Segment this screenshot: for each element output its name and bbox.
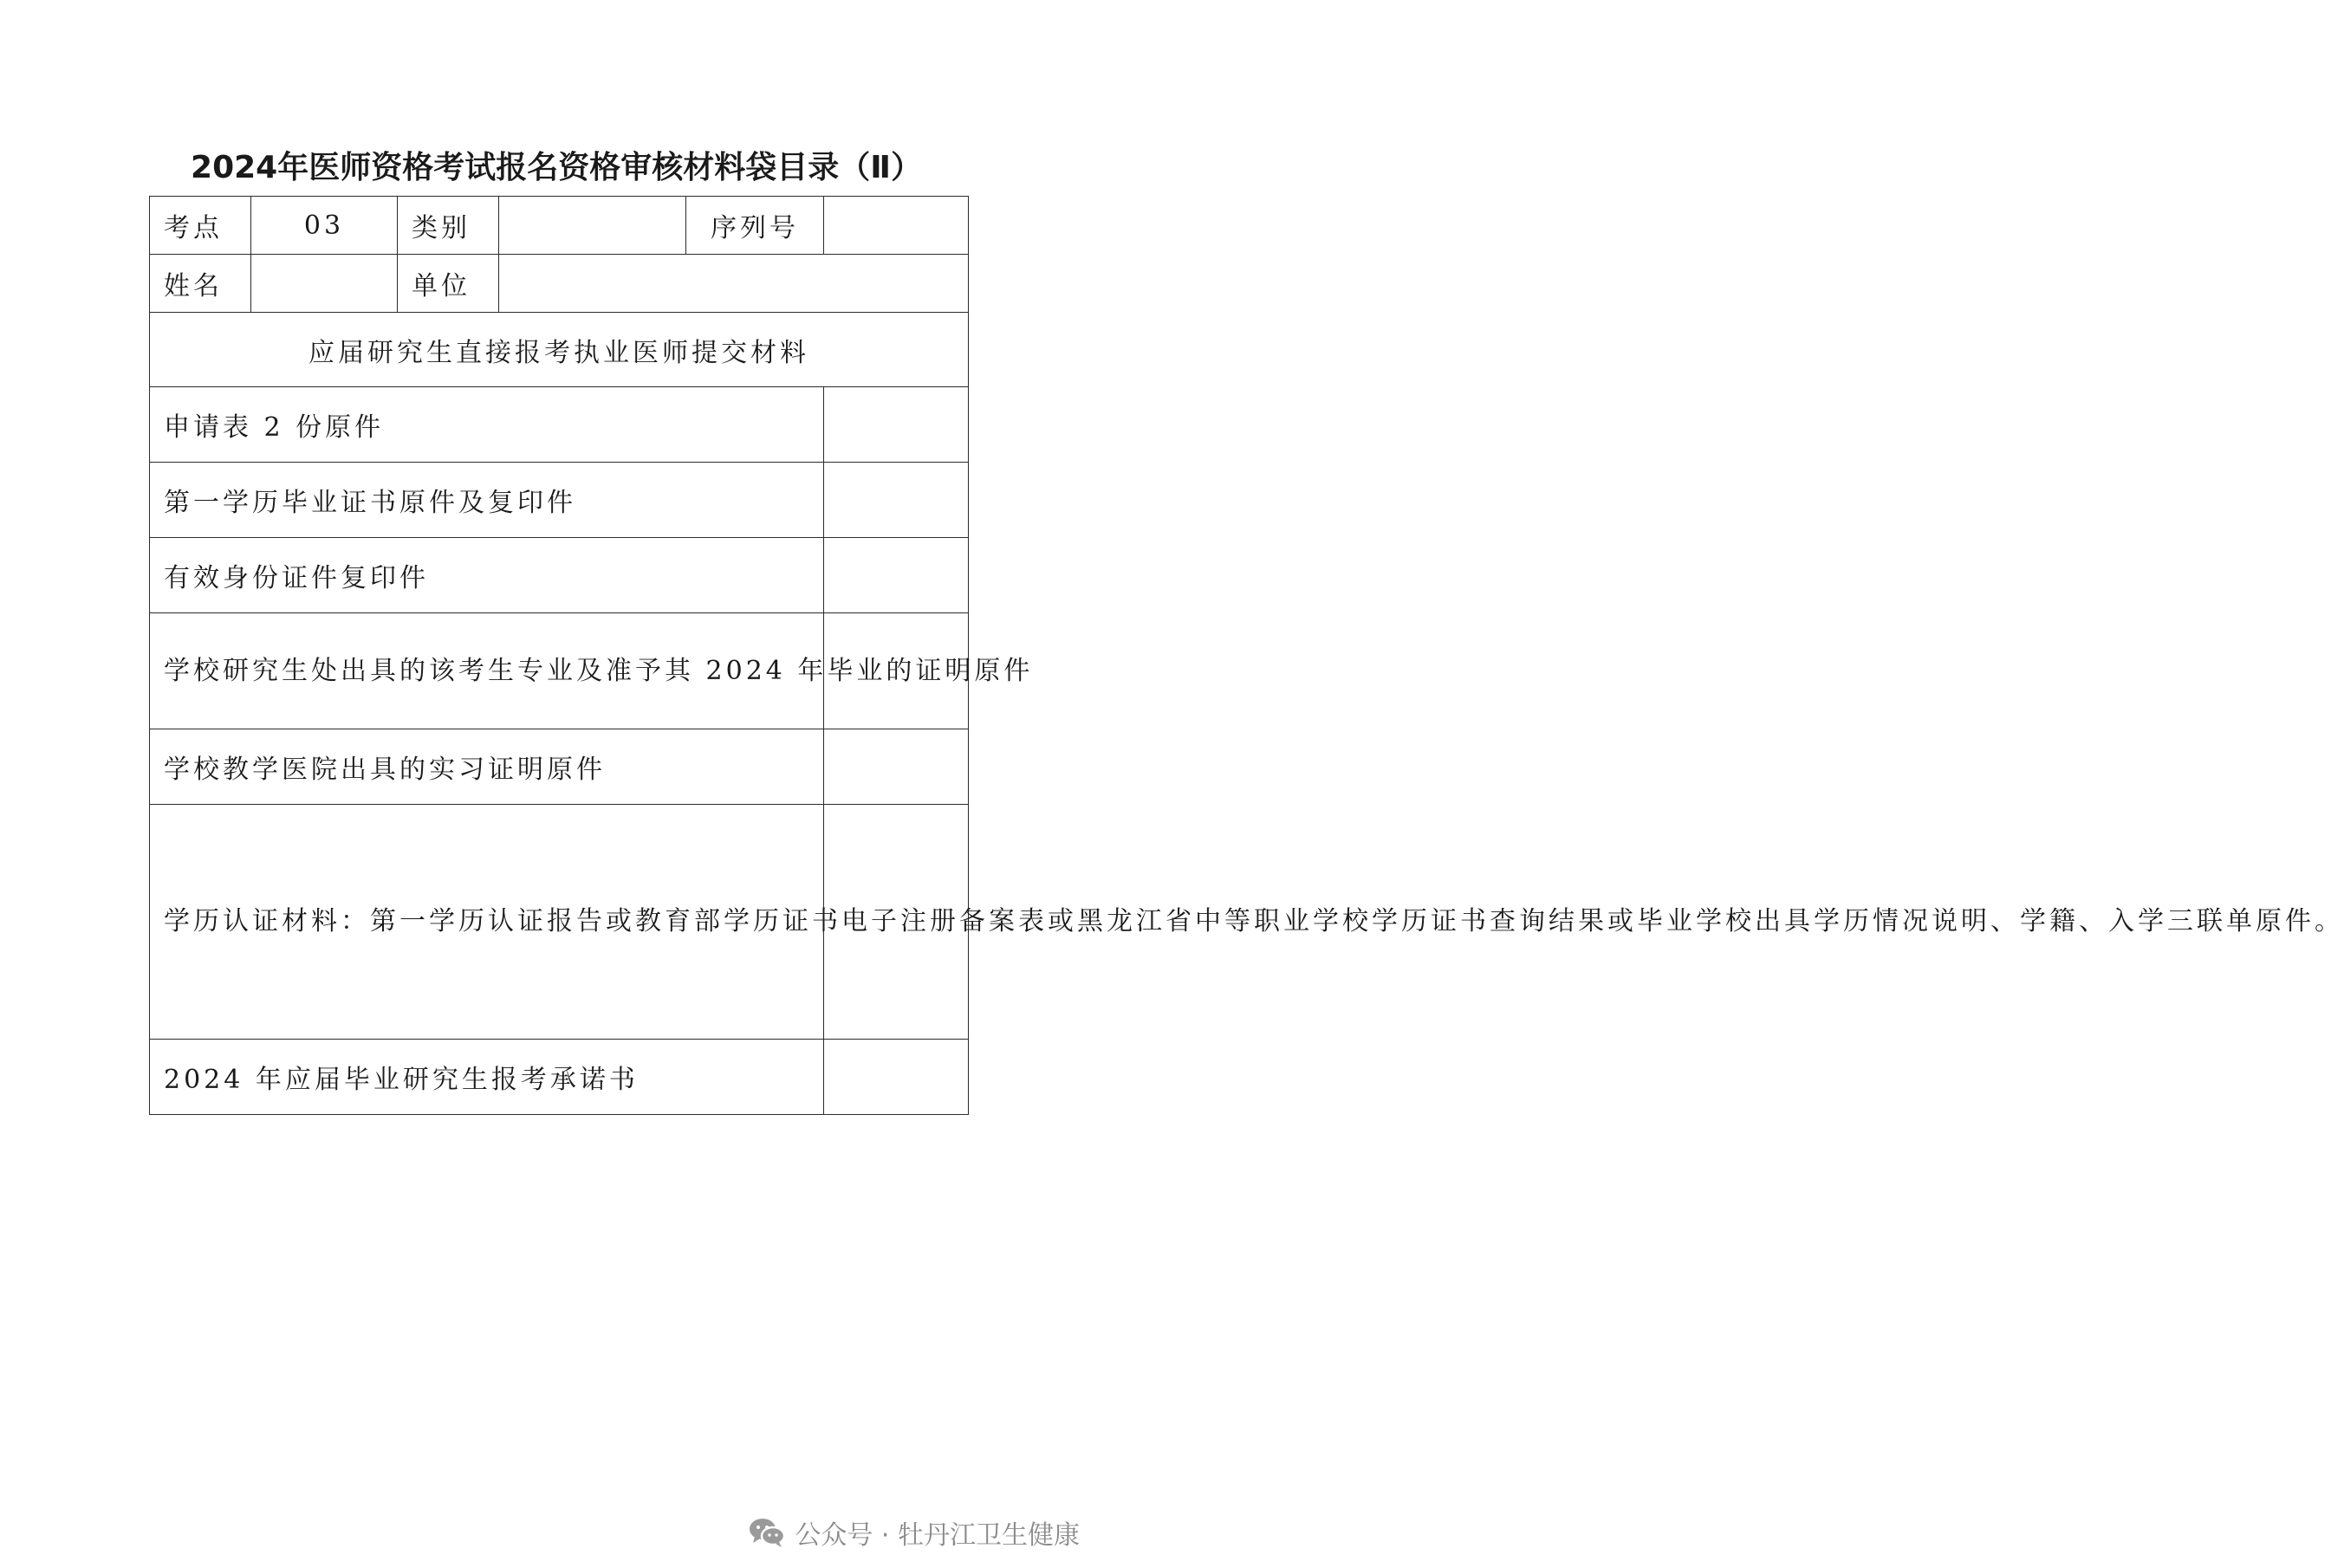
material-check-cell[interactable] (824, 1040, 969, 1115)
materials-form-table (149, 196, 2344, 1115)
material-check-cell[interactable] (824, 463, 969, 538)
material-item: 有效身份证件复印件 (150, 538, 824, 613)
material-item: 第一学历毕业证书原件及复印件 (150, 463, 824, 538)
material-row (150, 729, 969, 805)
section-heading-row (150, 313, 969, 387)
material-item: 学历认证材料：第一学历认证报告或教育部学历证书电子注册备案表或黑龙江省中等职业学校学历证书查询结果或毕业学校出具学历情况说明、学籍、入学三联单原件。 (150, 805, 824, 1040)
material-row (150, 613, 969, 729)
material-row (150, 463, 969, 538)
category-label: 类别 (398, 197, 499, 255)
watermark (748, 1513, 1080, 1552)
category-value[interactable] (499, 197, 686, 255)
section-heading: 应届研究生直接报考执业医师提交材料 (150, 313, 969, 387)
material-item: 申请表 2 份原件 (150, 387, 824, 463)
material-check-cell[interactable] (824, 538, 969, 613)
material-row (150, 387, 969, 463)
unit-value[interactable] (499, 255, 969, 313)
header-row-2 (150, 255, 969, 313)
material-item: 学校教学医院出具的实习证明原件 (150, 729, 824, 805)
exam-site-value[interactable]: 03 (251, 197, 398, 255)
material-row (150, 1040, 969, 1115)
exam-site-label: 考点 (150, 197, 251, 255)
material-check-cell[interactable] (824, 387, 969, 463)
watermark-text: 公众号 · 牡丹江卫生健康 (795, 1520, 1080, 1551)
unit-label: 单位 (398, 255, 499, 313)
material-row (150, 805, 969, 1040)
material-row (150, 538, 969, 613)
material-check-cell[interactable] (824, 729, 969, 805)
serial-label: 序列号 (686, 197, 824, 255)
material-item: 学校研究生处出具的该考生专业及准予其 2024 年毕业的证明原件 (150, 613, 824, 729)
name-label: 姓名 (150, 255, 251, 313)
serial-value[interactable] (824, 197, 969, 255)
material-item: 2024 年应届毕业研究生报考承诺书 (150, 1040, 824, 1115)
wechat-icon (748, 1516, 786, 1549)
name-value[interactable] (251, 255, 398, 313)
document-title: 2024年医师资格考试报名资格审核材料袋目录（Ⅱ） (191, 150, 922, 185)
header-row-1 (150, 197, 969, 255)
